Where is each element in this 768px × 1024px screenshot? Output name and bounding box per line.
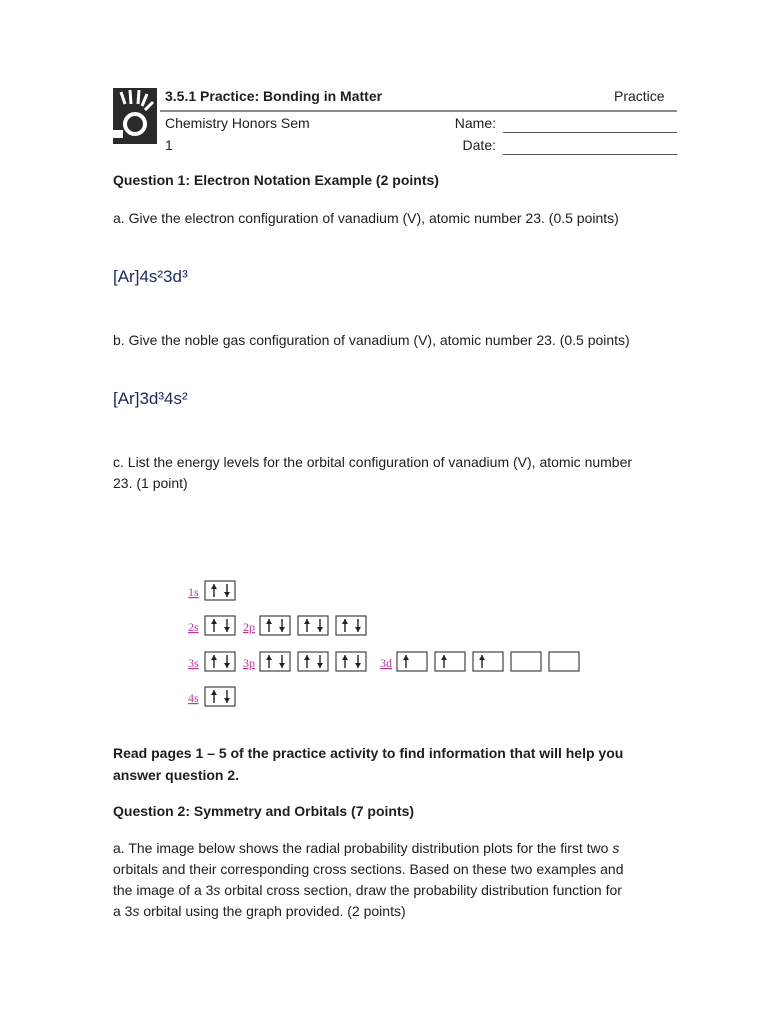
- orbital-box-diagram: [180, 575, 590, 715]
- orbital-box-2p-0: [260, 616, 290, 635]
- course-name-line1: Chemistry Honors Sem: [165, 115, 310, 131]
- reading-instruction-line1: Read pages 1 – 5 of the practice activity to find information that will help you: [113, 745, 624, 761]
- question-2-heading: Question 2: Symmetry and Orbitals (7 points): [113, 803, 415, 819]
- question-1-heading: Question 1: Electron Notation Example (2 points): [113, 172, 439, 188]
- orbital-box-3d-4: [549, 652, 579, 671]
- document-type-label: Practice: [614, 88, 665, 104]
- orbital-label-4s: 4s: [188, 691, 199, 705]
- orbital-box-2p-2: [336, 616, 366, 635]
- question-2a-line4-s: s: [132, 903, 140, 919]
- question-2a-line4: [113, 901, 683, 922]
- question-1b-prompt: b. Give the noble gas configuration of vanadium (V), atomic number 23. (0.5 points): [113, 332, 630, 348]
- question-2a-line3-rest: orbital cross section, draw the probability distribution function for: [220, 882, 622, 898]
- question-2a-prompt: [113, 838, 683, 922]
- orbital-box-3s-0: [205, 652, 235, 671]
- question-2a-line3-s: s: [213, 882, 221, 898]
- orbital-box-3d-3: [511, 652, 541, 671]
- question-2a-line1-s: s: [612, 840, 620, 856]
- orbital-label-2s: 2s: [188, 620, 199, 634]
- question-1c-prompt: [113, 452, 683, 494]
- orbital-label-3d: 3d: [380, 656, 392, 670]
- orbital-box-3d-1: [435, 652, 465, 671]
- reading-instruction: [113, 742, 673, 786]
- date-field[interactable]: [503, 154, 677, 155]
- question-1b-answer[interactable]: [Ar]3d³4s²: [113, 389, 188, 408]
- orbital-label-1s: 1s: [188, 585, 199, 599]
- orbital-box-3d-2: [473, 652, 503, 671]
- question-2a-line1: [113, 838, 683, 859]
- course-name-line2: 1: [165, 137, 173, 153]
- orbital-label-3s: 3s: [188, 656, 199, 670]
- question-2a-line2: orbitals and their corresponding cross sections. Based on these two examples and: [113, 861, 624, 877]
- name-label: Name:: [454, 115, 496, 131]
- question-2a-line3-text: the image of a 3: [113, 882, 214, 898]
- question-1a-prompt: a. Give the electron configuration of vanadium (V), atomic number 23. (0.5 points): [113, 210, 619, 226]
- name-field[interactable]: [503, 132, 677, 133]
- question-1c-prompt-line1: c. List the energy levels for the orbital configuration of vanadium (V), atomic number: [113, 454, 633, 470]
- question-1c-prompt-line2: 23. (1 point): [113, 475, 188, 491]
- orbital-box-1s-0: [205, 581, 235, 600]
- worksheet-title: 3.5.1 Practice: Bonding in Matter: [165, 88, 383, 104]
- orbital-box-3p-2: [336, 652, 366, 671]
- orbital-box-3p-1: [298, 652, 328, 671]
- course-name: [165, 112, 345, 156]
- question-2a-line4-text: a 3: [113, 903, 133, 919]
- reading-instruction-line2: answer question 2.: [113, 767, 240, 783]
- orbital-label-3p: 3p: [243, 656, 255, 670]
- date-label: Date:: [462, 137, 496, 153]
- orbital-box-3d-0: [397, 652, 427, 671]
- question-1a-answer[interactable]: [Ar]4s²3d³: [113, 267, 188, 286]
- question-2a-line4-rest: orbital using the graph provided. (2 points): [139, 903, 406, 919]
- orbital-box-2s-0: [205, 616, 235, 635]
- orbital-box-2p-1: [298, 616, 328, 635]
- orbital-box-4s-0: [205, 687, 235, 706]
- question-2a-line3: [113, 880, 683, 901]
- orbital-label-2p: 2p: [243, 620, 255, 634]
- school-logo-icon: [113, 88, 157, 144]
- question-2a-line1-text: a. The image below shows the radial probability distribution plots for the first two: [113, 840, 613, 856]
- orbital-box-3p-0: [260, 652, 290, 671]
